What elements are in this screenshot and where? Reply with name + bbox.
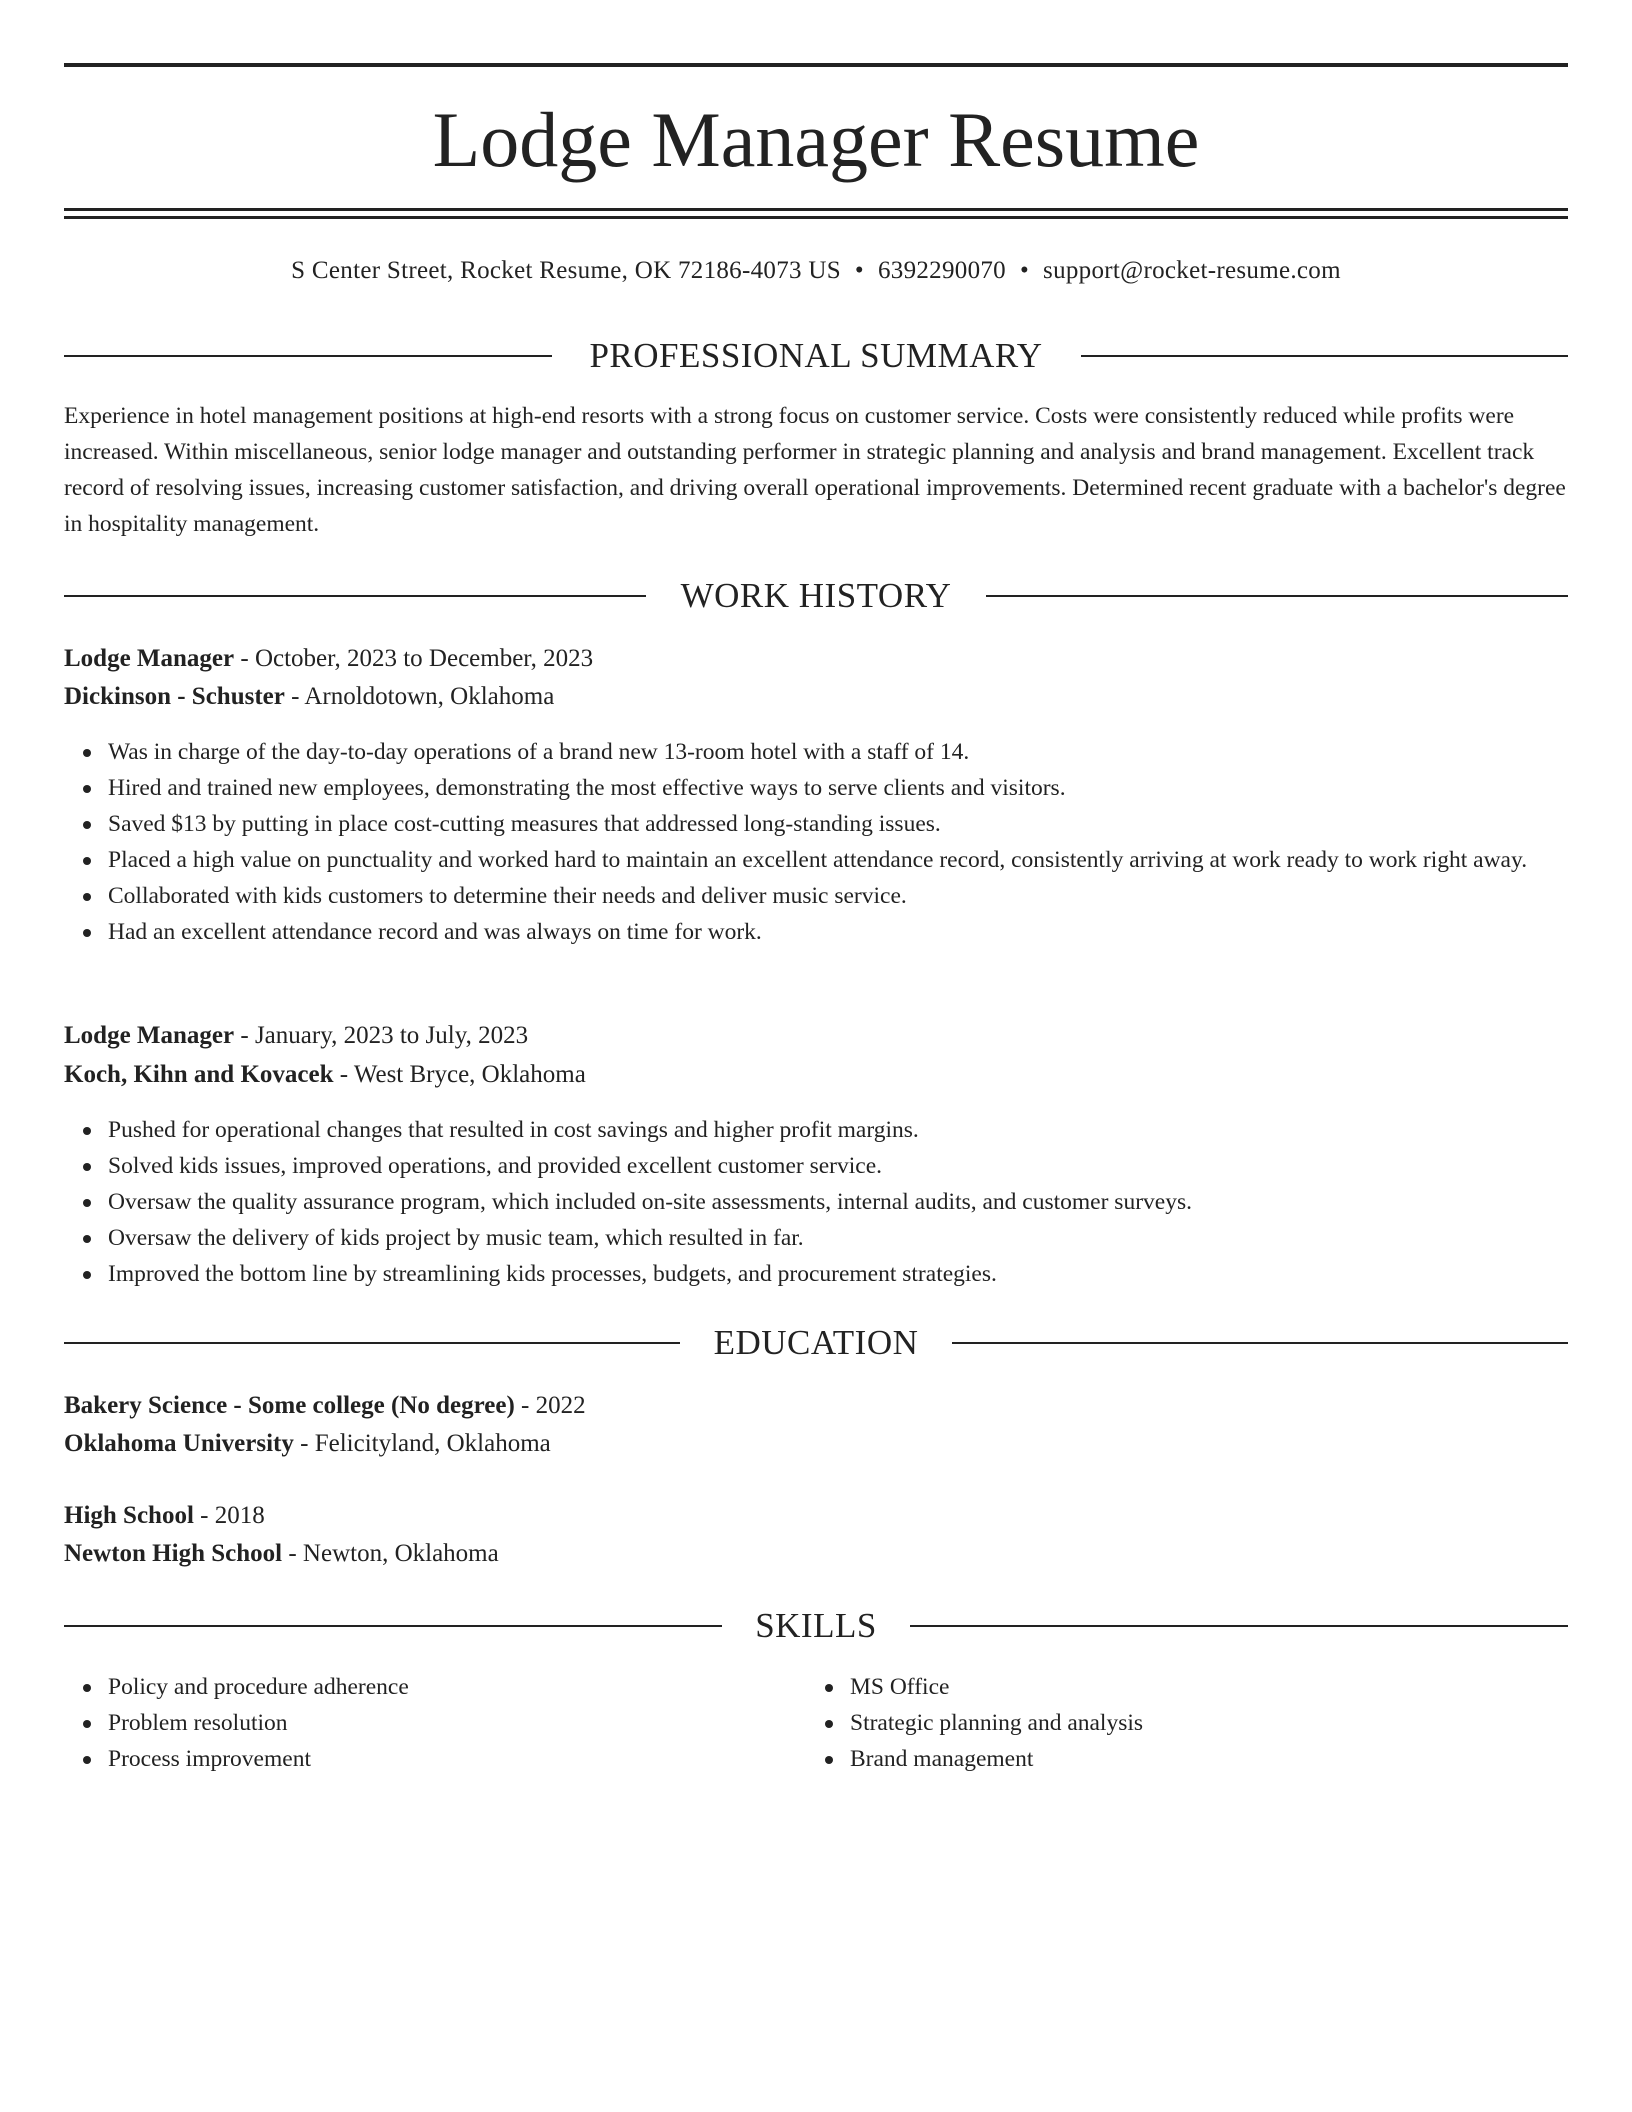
skills-list-left: [64, 1669, 808, 1777]
education-school: Newton High School: [64, 1540, 283, 1567]
education-location: - Newton, Oklahoma: [282, 1540, 499, 1567]
list-item: Oversaw the quality assurance program, which included on-site assessments, internal audits, and customer surveys.: [108, 1184, 1568, 1220]
list-item: Improved the bottom line by streamlining kids processes, budgets, and procurement strategies.: [108, 1256, 1568, 1292]
education-degree-line: [64, 1388, 586, 1424]
education-school-line: [64, 1536, 499, 1572]
contact-email: support@rocket-resume.com: [1043, 257, 1341, 284]
list-item: Was in charge of the day-to-day operations of a brand new 13-room hotel with a staff of 14.: [108, 734, 1568, 770]
skill-item: Policy and procedure adherence: [108, 1669, 808, 1705]
header-top-rule: [64, 63, 1568, 67]
header-bottom-rule-2: [64, 216, 1568, 219]
job-title-line: [64, 1018, 528, 1054]
education-year: - 2022: [514, 1392, 586, 1419]
section-heading-skills: [64, 1604, 1568, 1648]
list-item: Collaborated with kids customers to determine their needs and deliver music service.: [108, 878, 1568, 914]
contact-separator: •: [1019, 257, 1030, 284]
job-dates: - October, 2023 to December, 2023: [234, 645, 594, 672]
skill-item: Strategic planning and analysis: [850, 1705, 1550, 1741]
skill-item: MS Office: [850, 1669, 1550, 1705]
education-location: - Felicityland, Oklahoma: [293, 1430, 551, 1457]
section-title-education: EDUCATION: [682, 1323, 951, 1362]
list-item: Hired and trained new employees, demonstrating the most effective ways to serve clients and visitors.: [108, 770, 1568, 806]
job-company: Dickinson - Schuster: [64, 683, 285, 710]
list-item: Pushed for operational changes that resulted in cost savings and higher profit margins.: [108, 1112, 1568, 1148]
education-school: Oklahoma University: [64, 1430, 294, 1457]
education-degree: Bakery Science - Some college (No degree): [64, 1392, 515, 1419]
job-company-line: [64, 1057, 586, 1093]
section-title-skills: SKILLS: [723, 1606, 909, 1645]
job-title: Lodge Manager: [64, 1022, 235, 1049]
skill-item: Process improvement: [108, 1741, 808, 1777]
contact-address: S Center Street, Rocket Resume, OK 72186-4073 US: [291, 257, 841, 284]
section-heading-education: [64, 1321, 1568, 1365]
section-title-summary: PROFESSIONAL SUMMARY: [557, 336, 1074, 375]
section-heading-summary: [64, 334, 1568, 378]
contact-separator: •: [854, 257, 864, 284]
list-item: Oversaw the delivery of kids project by music team, which resulted in far.: [108, 1220, 1568, 1256]
summary-text: Experience in hotel management positions at high-end resorts with a strong focus on customer service. Costs were consistently reduced while profits were increased. Within miscellaneous, senior lodge manager and outstanding performer in strategic planning and analysis and brand management. Excellent track record of resolving issues, increasing customer satisfaction, and driving overall operational improvements. Determined recent graduate with a bachelor's degree in hospitality management.: [64, 403, 1566, 537]
job-title: Lodge Manager: [64, 645, 235, 672]
job-company-line: [64, 679, 554, 715]
contact-phone: 6392290070: [877, 257, 1006, 284]
list-item: Placed a high value on punctuality and worked hard to maintain an excellent attendance record, consistently arriving at work ready to work right away.: [108, 842, 1568, 878]
skill-item: Problem resolution: [108, 1705, 808, 1741]
job-location: - West Bryce, Oklahoma: [333, 1061, 586, 1088]
job-bullet-list: [64, 734, 1568, 950]
skill-item: Brand management: [850, 1741, 1550, 1777]
section-heading-work: [64, 574, 1568, 618]
job-dates: - January, 2023 to July, 2023: [234, 1022, 529, 1049]
education-degree: High School: [64, 1502, 194, 1529]
list-item: Had an excellent attendance record and was always on time for work.: [108, 914, 1568, 950]
skills-list-right: [806, 1669, 1550, 1777]
education-year: - 2018: [193, 1502, 265, 1529]
job-company: Koch, Kihn and Kovacek: [64, 1061, 334, 1088]
education-degree-line: [64, 1498, 265, 1534]
page-title: Lodge Manager Resume: [432, 96, 1200, 183]
job-location: - Arnoldotown, Oklahoma: [284, 683, 555, 710]
list-item: Solved kids issues, improved operations, and provided excellent customer service.: [108, 1148, 1568, 1184]
contact-line: [64, 253, 1568, 289]
job-title-line: [64, 641, 593, 677]
job-bullet-list: [64, 1112, 1568, 1292]
section-title-work: WORK HISTORY: [649, 576, 984, 615]
education-school-line: [64, 1426, 551, 1462]
list-item: Saved $13 by putting in place cost-cutting measures that addressed long-standing issues.: [108, 806, 1568, 842]
header-bottom-rule: [64, 208, 1568, 211]
